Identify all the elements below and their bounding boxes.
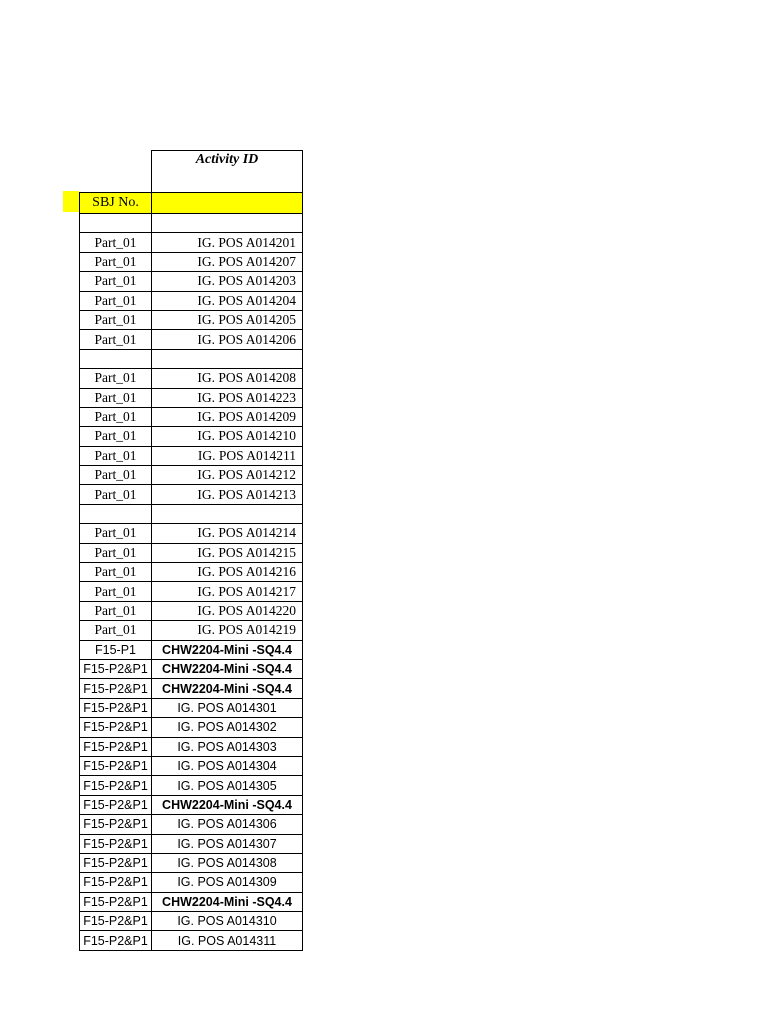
sbj-no-cell[interactable]	[80, 504, 152, 523]
table-row	[80, 815, 303, 834]
table-row	[80, 388, 303, 407]
table-row	[80, 601, 303, 620]
table-row	[80, 873, 303, 892]
sbj-no-cell[interactable]: F15-P2&P1	[80, 698, 152, 717]
sbj-no-cell[interactable]	[80, 214, 152, 233]
table-row	[80, 776, 303, 795]
sbj-no-cell[interactable]: Part_01	[80, 524, 152, 543]
activity-id-cell[interactable]: IG. POS A014220	[152, 601, 303, 620]
activity-id-cell[interactable]	[152, 504, 303, 523]
table-row	[80, 756, 303, 775]
table-row	[80, 640, 303, 659]
sbj-no-cell[interactable]: Part_01	[80, 563, 152, 582]
sbj-no-cell[interactable]: Part_01	[80, 601, 152, 620]
activity-id-cell[interactable]: CHW2204-Mini -SQ4.4	[152, 640, 303, 659]
sbj-no-cell[interactable]: F15-P2&P1	[80, 737, 152, 756]
corner-cell	[80, 151, 152, 193]
activity-id-cell[interactable]: IG. POS A014309	[152, 873, 303, 892]
activity-id-cell[interactable]: IG. POS A014213	[152, 485, 303, 504]
table-row	[80, 834, 303, 853]
sbj-no-cell[interactable]: Part_01	[80, 446, 152, 465]
table-row	[80, 466, 303, 485]
activity-id-cell[interactable]: IG. POS A014203	[152, 272, 303, 291]
activity-id-cell[interactable]: IG. POS A014211	[152, 446, 303, 465]
table-row	[80, 718, 303, 737]
table-row	[80, 233, 303, 252]
activity-id-cell[interactable]: IG. POS A014310	[152, 912, 303, 931]
activity-id-cell[interactable]: IG. POS A014223	[152, 388, 303, 407]
activity-id-cell[interactable]: IG. POS A014219	[152, 621, 303, 640]
activity-id-cell[interactable]: IG. POS A014205	[152, 310, 303, 329]
activity-id-cell[interactable]: IG. POS A014305	[152, 776, 303, 795]
activity-id-cell[interactable]: IG. POS A014304	[152, 756, 303, 775]
activity-id-cell[interactable]	[152, 214, 303, 233]
sbj-no-cell[interactable]: Part_01	[80, 407, 152, 426]
activity-id-cell[interactable]: IG. POS A014311	[152, 931, 303, 950]
sbj-no-cell[interactable]: Part_01	[80, 466, 152, 485]
table-row	[80, 214, 303, 233]
table-row	[80, 349, 303, 368]
activity-id-cell[interactable]: IG. POS A014206	[152, 330, 303, 349]
table-row	[80, 892, 303, 911]
table-row	[80, 737, 303, 756]
table-row	[80, 543, 303, 562]
sbj-no-cell[interactable]: F15-P2&P1	[80, 795, 152, 814]
activity-id-cell[interactable]: IG. POS A014306	[152, 815, 303, 834]
sbj-no-cell[interactable]: Part_01	[80, 369, 152, 388]
sbj-activity-cell[interactable]	[152, 193, 303, 214]
activity-id-cell[interactable]: IG. POS A014307	[152, 834, 303, 853]
sbj-no-cell[interactable]: Part_01	[80, 310, 152, 329]
sbj-no-cell[interactable]: F15-P2&P1	[80, 659, 152, 678]
sbj-no-cell[interactable]: F15-P2&P1	[80, 718, 152, 737]
activity-id-cell[interactable]: IG. POS A014210	[152, 427, 303, 446]
sbj-no-cell[interactable]	[80, 349, 152, 368]
table-row	[80, 427, 303, 446]
table-row	[80, 582, 303, 601]
sbj-row	[80, 193, 303, 214]
sbj-no-cell[interactable]: F15-P2&P1	[80, 912, 152, 931]
sbj-no-cell[interactable]: Part_01	[80, 388, 152, 407]
highlight-tab	[63, 191, 79, 212]
activity-id-cell[interactable]: IG. POS A014303	[152, 737, 303, 756]
sbj-no-cell[interactable]: Part_01	[80, 272, 152, 291]
activity-id-cell[interactable]: IG. POS A014209	[152, 407, 303, 426]
activity-id-cell[interactable]: IG. POS A014208	[152, 369, 303, 388]
table-row	[80, 407, 303, 426]
table-row	[80, 369, 303, 388]
activity-id-cell[interactable]: IG. POS A014308	[152, 853, 303, 872]
activity-id-cell[interactable]: IG. POS A014302	[152, 718, 303, 737]
table-row	[80, 330, 303, 349]
activity-id-cell[interactable]: CHW2204-Mini -SQ4.4	[152, 795, 303, 814]
activity-id-cell[interactable]: IG. POS A014217	[152, 582, 303, 601]
table-row	[80, 291, 303, 310]
sbj-no-cell[interactable]: F15-P2&P1	[80, 679, 152, 698]
activity-id-cell[interactable]: IG. POS A014201	[152, 233, 303, 252]
activity-id-cell[interactable]: IG. POS A014207	[152, 252, 303, 271]
sbj-no-cell[interactable]: F15-P2&P1	[80, 931, 152, 950]
table-row	[80, 621, 303, 640]
table-row	[80, 931, 303, 950]
sbj-no-cell[interactable]: Part_01	[80, 330, 152, 349]
table-row	[80, 853, 303, 872]
table-row	[80, 272, 303, 291]
table-row	[80, 659, 303, 678]
activity-id-cell[interactable]: CHW2204-Mini -SQ4.4	[152, 679, 303, 698]
table-row	[80, 795, 303, 814]
sbj-no-cell[interactable]: F15-P2&P1	[80, 873, 152, 892]
activity-id-cell[interactable]: IG. POS A014216	[152, 563, 303, 582]
sbj-no-cell[interactable]: F15-P2&P1	[80, 815, 152, 834]
table-row	[80, 446, 303, 465]
activity-id-cell[interactable]: IG. POS A014301	[152, 698, 303, 717]
sbj-no-cell[interactable]: F15-P2&P1	[80, 756, 152, 775]
sbj-no-cell[interactable]: Part_01	[80, 233, 152, 252]
activity-id-cell[interactable]: CHW2204-Mini -SQ4.4	[152, 659, 303, 678]
activity-id-cell[interactable]: IG. POS A014204	[152, 291, 303, 310]
activity-id-cell[interactable]: CHW2204-Mini -SQ4.4	[152, 892, 303, 911]
activity-id-cell[interactable]	[152, 349, 303, 368]
table-row	[80, 504, 303, 523]
table-row	[80, 252, 303, 271]
spreadsheet-table	[79, 150, 303, 951]
sbj-no-header[interactable]: SBJ No.	[80, 193, 152, 214]
sbj-no-cell[interactable]: F15-P1	[80, 640, 152, 659]
table-row	[80, 524, 303, 543]
sbj-no-cell[interactable]: Part_01	[80, 427, 152, 446]
sbj-no-cell[interactable]: F15-P2&P1	[80, 776, 152, 795]
table-row	[80, 912, 303, 931]
header-row	[80, 151, 303, 193]
sbj-no-cell[interactable]: Part_01	[80, 252, 152, 271]
sbj-no-cell[interactable]: Part_01	[80, 582, 152, 601]
table-row	[80, 679, 303, 698]
sbj-no-cell[interactable]: F15-P2&P1	[80, 834, 152, 853]
activity-id-cell[interactable]: IG. POS A014215	[152, 543, 303, 562]
table-row	[80, 485, 303, 504]
sbj-no-cell[interactable]: F15-P2&P1	[80, 853, 152, 872]
sbj-no-cell[interactable]: Part_01	[80, 621, 152, 640]
activity-id-cell[interactable]: IG. POS A014214	[152, 524, 303, 543]
table-row	[80, 310, 303, 329]
activity-id-cell[interactable]: IG. POS A014212	[152, 466, 303, 485]
sbj-no-cell[interactable]: F15-P2&P1	[80, 892, 152, 911]
table-row	[80, 698, 303, 717]
sbj-no-cell[interactable]: Part_01	[80, 291, 152, 310]
table-row	[80, 563, 303, 582]
sbj-no-cell[interactable]: Part_01	[80, 543, 152, 562]
sbj-no-cell[interactable]: Part_01	[80, 485, 152, 504]
activity-id-header[interactable]: Activity ID	[152, 151, 303, 193]
